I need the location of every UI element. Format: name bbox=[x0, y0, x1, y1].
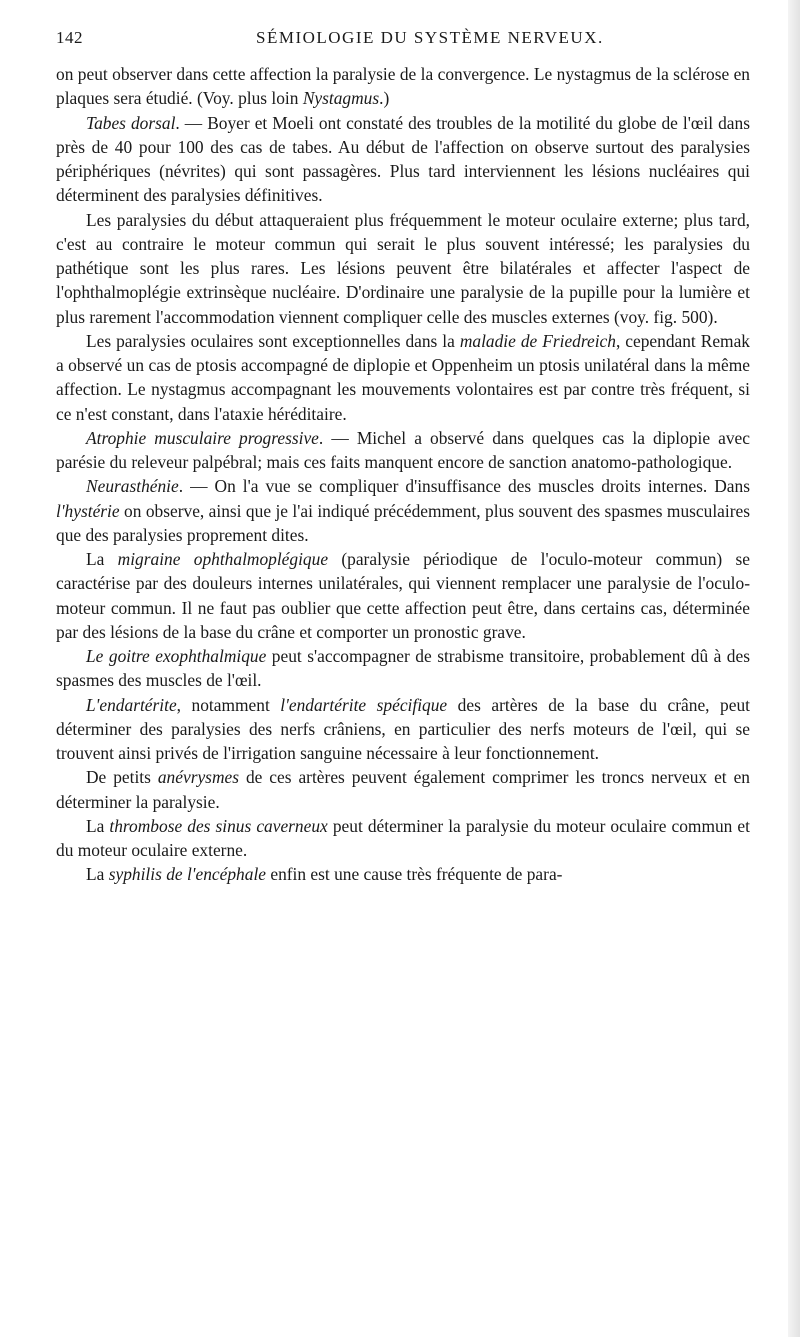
italic-term: Tabes dorsal bbox=[86, 112, 176, 133]
text-run: , notamment bbox=[176, 694, 281, 715]
italic-term: l'hystérie bbox=[56, 500, 120, 521]
paragraph-tabes-dorsal bbox=[56, 111, 750, 208]
page-number: 142 bbox=[56, 28, 83, 47]
paragraph-friedreich bbox=[56, 329, 750, 426]
text-run: La bbox=[86, 864, 109, 885]
page-binding-edge bbox=[788, 0, 800, 1337]
text-run: (paralysie périodique de l'oculo-moteur commun) se caractérise par des douleurs internes unilatérales, qui viennent remplacer une paralysie de l'oculo-moteur commun. Il ne faut pas oublier que cette affection peut être, dans certains cas, déterminée par des lésions de la base du crâne et comporter un pronostic grave. bbox=[56, 549, 751, 642]
paragraph-atrophie-musculaire bbox=[56, 426, 750, 475]
italic-term: l'endartérite spécifique bbox=[280, 694, 448, 715]
text-run: on observe, ainsi que je l'ai indiqué précédemment, plus souvent des spasmes musculaires que des paralysies proprement dites. bbox=[56, 500, 750, 545]
paragraph-paralysies-debut bbox=[56, 208, 750, 329]
paragraph-anevrysmes bbox=[56, 765, 750, 814]
text-run: Les paralysies oculaires sont exceptionnelles dans la bbox=[86, 330, 460, 351]
paragraph-migraine bbox=[56, 547, 750, 644]
body-text bbox=[56, 62, 750, 887]
italic-term: anévrysmes bbox=[157, 767, 239, 788]
running-head bbox=[56, 28, 746, 52]
paragraph-goitre bbox=[56, 644, 750, 693]
text-run: peut déterminer la paralysie du moteur oculaire commun et du moteur oculaire externe. bbox=[56, 815, 750, 860]
paragraph-continuation bbox=[56, 62, 750, 111]
italic-term: Neurasthénie bbox=[86, 476, 179, 497]
italic-term: Nystagmus bbox=[302, 88, 380, 109]
italic-term: Atrophie musculaire progressive bbox=[86, 427, 319, 448]
text-run: de ces artères peuvent également comprimer les troncs nerveux et en déterminer la paralysie. bbox=[56, 767, 750, 812]
italic-term: Le goitre exophthalmique bbox=[86, 646, 267, 666]
paragraph-thrombose bbox=[56, 814, 750, 863]
paragraph-neurasthenie bbox=[56, 474, 750, 547]
text-run: . — Boyer et Moeli ont constaté des troubles de la motilité du globe de l'œil dans près de 40 pour 100 des cas de tabes. Au début de l'affection on observe surtout des paralysies périphériques (névrites) qui sont passagères. Plus tard interviennent les lésions nucléaires qui déterminent des paralysies définitives. bbox=[56, 112, 750, 206]
text-run: peut s'accompagner de strabisme transitoire, probablement dû à des spasmes des muscles de l'œil. bbox=[56, 646, 750, 691]
text-run: Les paralysies du début attaqueraient plus fréquemment le moteur oculaire externe; plus tard, c'est au contraire le moteur commun qui serait le plus souvent intéressé; les paralysies du pathétique sont les plus rares. Les lésions peuvent être bilatérales et affecter l'aspect de l'ophthalmoplégie extrinsèque nucléaire. D'ordinaire une paralysie de la pupille pour la lumière et plus rarement l'accommodation viennent compliquer celle des muscles externes (voy. fig. 500). bbox=[56, 209, 750, 327]
text-run: . — Michel a observé dans quelques cas la diplopie avec parésie du releveur palpébral; mais ces faits manquent encore de sanction anatomo-pathologique. bbox=[56, 427, 750, 472]
running-title: SÉMIOLOGIE DU SYSTÈME NERVEUX. bbox=[256, 28, 604, 47]
text-run: des artères de la base du crâne, peut déterminer des paralysies des nerfs crâniens, en particulier des nerfs moteurs de l'œil, qui se trouvent ainsi privés de l'irrigation sanguine nécessaire à leur fonctionnement. bbox=[56, 694, 750, 763]
italic-term: migraine ophthalmoplégique bbox=[117, 549, 329, 569]
text-run: De petits bbox=[86, 767, 158, 788]
italic-term: syphilis de l'encéphale bbox=[108, 864, 266, 885]
italic-term: maladie de Friedreich bbox=[459, 330, 616, 351]
paragraph-syphilis bbox=[56, 862, 750, 886]
text-run: . — On l'a vue se compliquer d'insuffisance des muscles droits internes. Dans bbox=[178, 476, 750, 497]
italic-term: thrombose des sinus caverneux bbox=[109, 815, 328, 836]
text-run: enfin est une cause très fréquente de para- bbox=[266, 864, 563, 885]
italic-term: L'endartérite bbox=[86, 694, 177, 715]
paragraph-endarterite bbox=[56, 693, 750, 766]
text-run: , cependant Remak a observé un cas de ptosis accompagné de diplopie et Oppenheim un ptosis unilatéral dans la même affection. Le nystagmus accompagnant les mouvements volontaires est par contre très fréquent, si ce n'est constant, dans l'ataxie héréditaire. bbox=[56, 330, 750, 424]
text-run: .) bbox=[379, 88, 390, 109]
text-run: on peut observer dans cette affection la paralysie de la convergence. Le nystagmus de la sclérose en plaques sera étudié. (Voy. plus loin bbox=[56, 64, 750, 109]
text-run: La bbox=[86, 549, 118, 569]
text-run: La bbox=[86, 815, 110, 836]
